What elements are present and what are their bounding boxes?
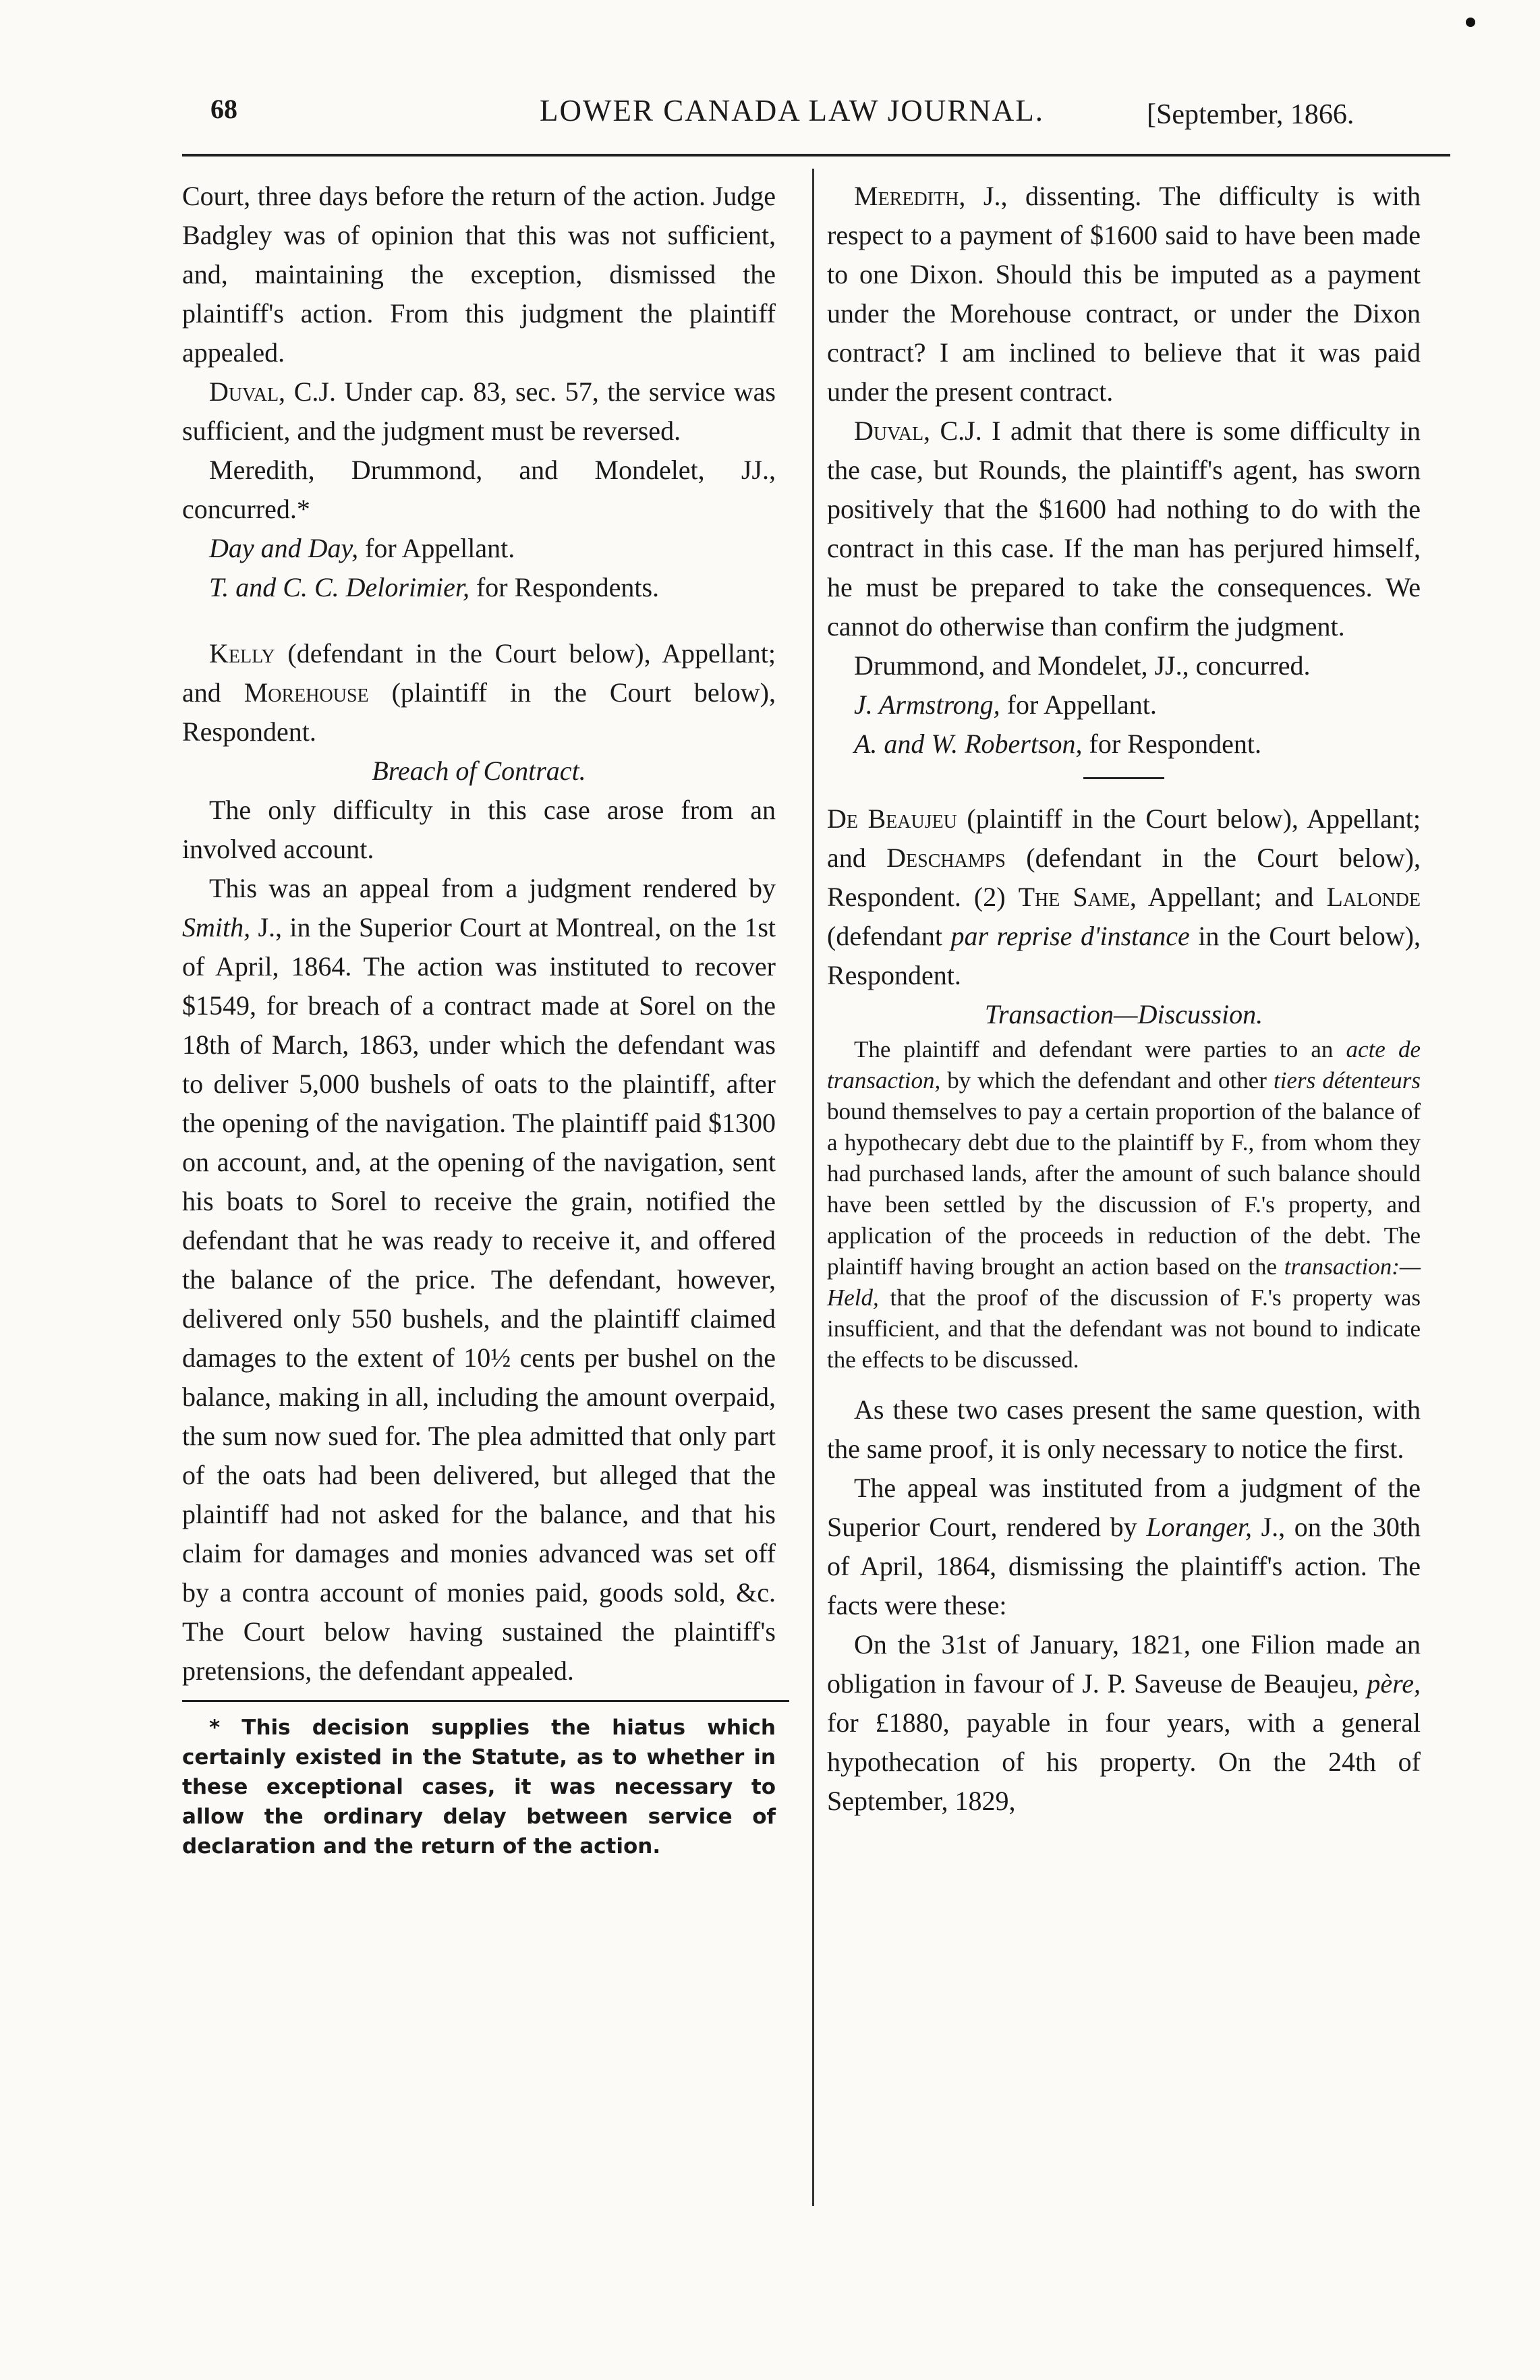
party-name: Morehouse <box>244 677 369 708</box>
counsel-line <box>182 529 776 568</box>
party-name: The Same <box>1018 882 1130 912</box>
counsel-name: Day and Day, <box>209 533 359 563</box>
latin-term: père, <box>1367 1668 1421 1699</box>
case-summary <box>827 1034 1421 1376</box>
case-text: (plaintiff in the Court below), Appellant; and <box>827 803 1421 873</box>
issue-date: [September, 1866. <box>1147 99 1354 130</box>
paragraph-text: The appeal was instituted from a judgment of the Superior Court, rendered by <box>827 1473 1421 1542</box>
paragraph <box>827 412 1421 646</box>
header-rule <box>182 154 1450 157</box>
party-name: Deschamps <box>886 843 1006 873</box>
counsel-line <box>827 725 1421 764</box>
latin-term: transaction:— <box>1284 1253 1421 1280</box>
paragraph <box>827 1625 1421 1821</box>
case-text: in the Court below), Respondent. <box>827 921 1421 990</box>
paragraph <box>182 869 776 1691</box>
paragraph-text: , C.J. Under cap. 83, sec. 57, the service was sufficient, and the judgment must be reversed. <box>182 376 776 446</box>
party-name: Lalonde <box>1326 882 1421 912</box>
summary-text: that the proof of the discussion of F.'s property was insufficient, and that the defendant was not bound to indicate the effects to be discussed. <box>827 1284 1421 1373</box>
counsel-role: for Appellant. <box>358 533 515 563</box>
case-title <box>827 799 1421 995</box>
counsel-name: J. Armstrong, <box>854 689 1000 720</box>
spacer <box>182 607 776 634</box>
paragraph: Court, three days before the return of the action. Judge Badgley was of opinion that this was not sufficient, and, maintaining the exception, dismissed the plaintiff's action. From this judgment the plaintiff appealed. <box>182 181 776 368</box>
counsel-name: A. and W. Robertson, <box>854 729 1083 759</box>
counsel-name: T. and C. C. Delorimier, <box>209 572 469 602</box>
party-name: De Beaujeu <box>827 803 957 834</box>
paragraph <box>182 372 776 451</box>
counsel-role: for Appellant. <box>1000 689 1157 720</box>
case-title <box>182 634 776 752</box>
party-name: Kelly <box>209 638 275 669</box>
counsel-role: for Respondents. <box>469 572 660 602</box>
latin-term: par reprise d'instance <box>950 921 1190 951</box>
journal-title: LOWER CANADA LAW JOURNAL. <box>540 94 1045 128</box>
paragraph: As these two cases present the same question, with the same proof, it is only necessary to notice the first. <box>827 1394 1421 1464</box>
case-text: (defendant in the Court below), Appellant; and <box>182 638 776 708</box>
case-text: (plaintiff in the Court below), Respondent. <box>182 677 776 747</box>
paragraph <box>827 177 1421 412</box>
summary-text: bound themselves to pay a certain proportion of the balance of a hypothecary debt due to the plaintiff by F., from whom they had purchased lands, after the amount of such balance should have been settled by the discussion of F.'s property, and application of the proceeds in reduction of the debt. The plaintiff having brought an action based on the <box>827 1098 1421 1280</box>
summary-text: by which the defendant and other <box>940 1067 1274 1094</box>
right-column <box>827 177 1421 1821</box>
column-rule <box>812 169 814 2206</box>
left-column <box>182 177 776 1861</box>
running-header <box>0 93 1540 140</box>
case-text: (defendant <box>827 921 951 951</box>
paragraph <box>827 1469 1421 1625</box>
footnote-rule <box>182 1700 789 1702</box>
case-heading: Breach of Contract. <box>372 756 586 786</box>
counsel-role: for Respondent. <box>1082 729 1262 759</box>
summary-text: The plaintiff and defendant were parties to an <box>854 1036 1346 1062</box>
footnote: * This decision supplies the hiatus which certainly existed in the Statute, as to whether in these exceptional cases, it was necessary to allow the ordinary delay between service of declaration and the return of the action. <box>182 1716 776 1859</box>
counsel-line <box>827 685 1421 725</box>
paragraph-text: This was an appeal from a judgment rendered by <box>209 873 776 903</box>
section-rule <box>1083 777 1164 779</box>
paragraph-text: , C.J. I admit that there is some difficulty in the case, but Rounds, the plaintiff's agent, has sworn positively that the $1600 had nothing to do with the contract in this case. If the man has perjured himself, he must be prepared to take the consequences. We cannot do otherwise than confirm the judgment. <box>827 416 1421 642</box>
concurrence: Drummond, and Mondelet, JJ., concurred. <box>854 650 1311 681</box>
judge-name: Duval <box>209 376 279 407</box>
case-summary: The only difficulty in this case arose from an involved account. <box>182 795 776 864</box>
counsel-line <box>182 568 776 607</box>
paragraph-text: J., in the Superior Court at Montreal, on the 1st of April, 1864. The action was instituted to recover $1549, for breach of a contract made at Sorel on the 18th of March, 1863, under which the defendant was to deliver 5,000 bushels of oats to the plaintiff, after the opening of the navigation. The plaintiff paid $1300 on account, and, at the opening of the navigation, sent his boats to Sorel to receive the grain, notified the defendant that he was ready to receive it, and offered the balance of the price. The defendant, however, delivered only 550 bushels, and the plaintiff claimed damages to the extent of 10½ cents per bushel on the balance, making in all, including the amount overpaid, the sum now sued for. The plea admitted that only part of the oats had been delivered, but alleged that the plaintiff had not asked for the balance, and that his claim for damages and monies advanced was set off by a contra account of monies paid, goods sold, &c. The Court below having sustained the plaintiff's pretensions, the defendant appealed. <box>182 912 776 1686</box>
judge-name: Loranger, <box>1146 1512 1252 1542</box>
held-label: Held, <box>827 1284 879 1311</box>
latin-term: tiers détenteurs <box>1273 1067 1421 1094</box>
concurrence: Meredith, Drummond, and Mondelet, JJ., concurred.* <box>182 455 776 524</box>
page-number: 68 <box>210 94 237 124</box>
case-text: , Appellant; and <box>1129 882 1327 912</box>
paragraph-text: J., on the 30th of April, 1864, dismissing the plaintiff's action. The facts were these: <box>827 1512 1421 1620</box>
judge-name: Duval <box>854 416 924 446</box>
latin-term: acte de transaction, <box>827 1036 1421 1094</box>
case-text: (defendant in the Court below), Respondent. (2) <box>827 843 1421 912</box>
judge-name: Meredith <box>854 181 959 211</box>
judge-name: Smith, <box>182 912 251 942</box>
paragraph-text: , J., dissenting. The difficulty is with respect to a payment of $1600 said to have been made to one Dixon. Should this be imputed as a payment under the Morehouse contract, or under the Dixon contract? I am inclined to believe that it was paid under the present contract. <box>827 181 1421 407</box>
case-heading: Transaction—Discussion. <box>984 999 1263 1029</box>
spacer <box>827 1376 1421 1390</box>
paragraph-text: for £1880, payable in four years, with a general hypothecation of his property. On the 24th of September, 1829, <box>827 1707 1421 1816</box>
paragraph-text: On the 31st of January, 1821, one Filion made an obligation in favour of J. P. Saveuse de Beaujeu, <box>827 1629 1421 1699</box>
ink-speck <box>1466 18 1475 27</box>
